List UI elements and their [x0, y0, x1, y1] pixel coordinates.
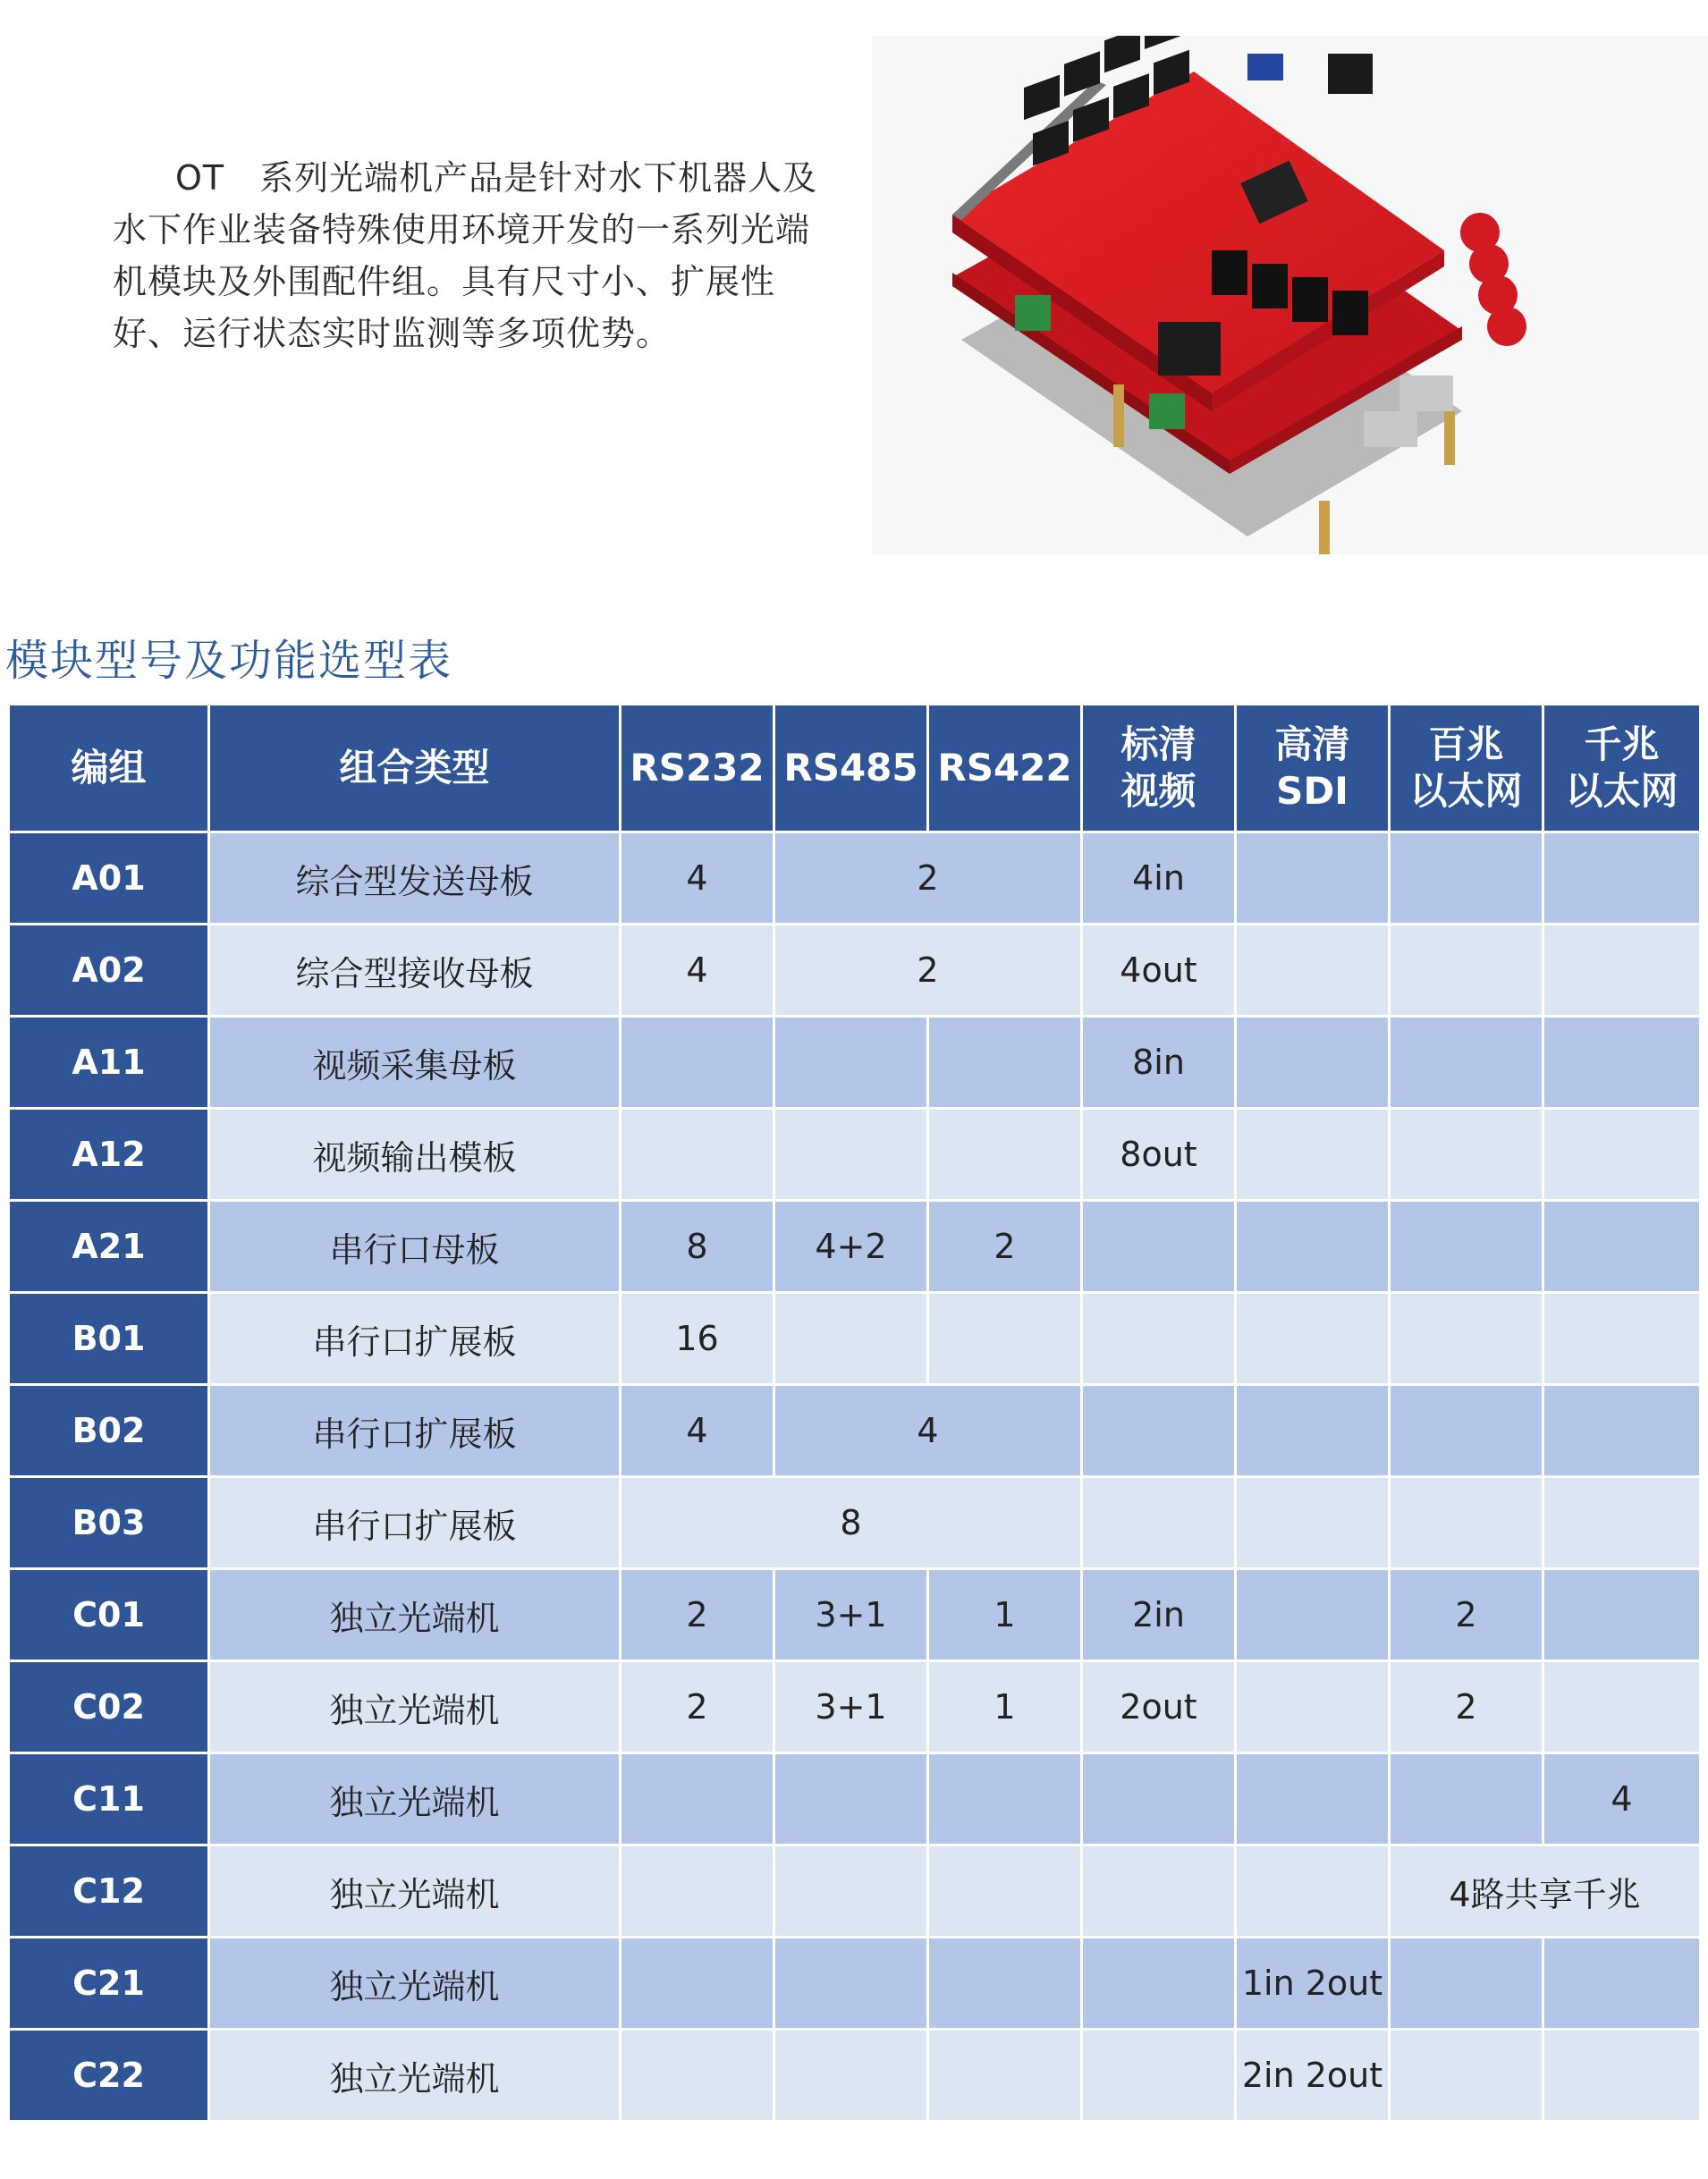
table-row: [9, 832, 1701, 925]
cell-rs232: 4: [621, 1385, 774, 1477]
cell-eth100: 2: [1390, 1569, 1543, 1661]
row-type: 视频输出模板: [209, 1109, 621, 1201]
row-type: 独立光端机: [209, 1753, 621, 1845]
cell-eth1000: 4: [1543, 1753, 1701, 1845]
cell-rs232: 2: [621, 1569, 774, 1661]
cell-eth100: [1390, 1753, 1543, 1845]
cell-eth100: [1390, 1477, 1543, 1569]
cell-rs422: 2: [928, 1201, 1082, 1293]
cell-rs422: [928, 1109, 1082, 1201]
row-code: A02: [9, 925, 209, 1017]
row-code: C22: [9, 2030, 209, 2122]
cell-rs485: [774, 1845, 928, 1938]
section-title: 模块型号及功能选型表: [5, 636, 453, 686]
cell-rs485: 3+1: [774, 1661, 928, 1753]
cell-rs485: [774, 1293, 928, 1385]
cell-hd-sdi: [1236, 925, 1390, 1017]
table-row: [9, 1201, 1701, 1293]
cell-eth1000: [1543, 1201, 1701, 1293]
cell-rs232: 4: [621, 925, 774, 1017]
cell-hd-sdi: [1236, 832, 1390, 925]
cell-sd-video: [1082, 1293, 1236, 1385]
cell-eth1000: [1543, 1293, 1701, 1385]
cell-eth100: [1390, 1385, 1543, 1477]
table-row: [9, 1938, 1701, 2030]
cell-eth100: [1390, 1017, 1543, 1109]
cell-rs485: [774, 1109, 928, 1201]
cell-hd-sdi: [1236, 1109, 1390, 1201]
table-row: [9, 1477, 1701, 1569]
cell-rs485: [774, 2030, 928, 2122]
cell-sd-video: 8in: [1082, 1017, 1236, 1109]
row-type: 独立光端机: [209, 2030, 621, 2122]
table-row: [9, 1845, 1701, 1938]
cell-rs422: [928, 1293, 1082, 1385]
cell-rs422: [928, 1938, 1082, 2030]
cell-eth100: [1390, 832, 1543, 925]
table-row: [9, 2030, 1701, 2122]
cell-rs485: 4+2: [774, 1201, 928, 1293]
cell-sd-video: [1082, 1938, 1236, 2030]
cell-hd-sdi: [1236, 1477, 1390, 1569]
cell-sd-video: [1082, 1477, 1236, 1569]
row-type: 独立光端机: [209, 1845, 621, 1938]
cell-eth1000: [1543, 1385, 1701, 1477]
cell-eth1000: [1543, 1477, 1701, 1569]
table-row: [9, 1661, 1701, 1753]
cell-rs232: 8: [621, 1201, 774, 1293]
row-code: B03: [9, 1477, 209, 1569]
row-type: 独立光端机: [209, 1569, 621, 1661]
cell-hd-sdi: [1236, 1385, 1390, 1477]
cell-eth100: [1390, 1293, 1543, 1385]
cell-rs232: [621, 1938, 774, 2030]
table-row: [9, 1753, 1701, 1845]
row-code: A21: [9, 1201, 209, 1293]
cell-rs422: 1: [928, 1661, 1082, 1753]
cell-sd-video: [1082, 1201, 1236, 1293]
row-type: 独立光端机: [209, 1661, 621, 1753]
table-row: [9, 1293, 1701, 1385]
circuit-board-photo: [872, 36, 1708, 554]
row-code: C21: [9, 1938, 209, 2030]
cell-sd-video: [1082, 2030, 1236, 2122]
cell-hd-sdi: [1236, 1569, 1390, 1661]
cell-eth1000: [1543, 1109, 1701, 1201]
cell-rs422: [928, 1753, 1082, 1845]
cell-eth100: [1390, 1938, 1543, 2030]
cell-rs232: [621, 1109, 774, 1201]
header-hd-sdi: 高清 SDI: [1236, 705, 1390, 832]
cell-rs485-rs422: 2: [774, 832, 1082, 925]
cell-eth1000: [1543, 1017, 1701, 1109]
cell-hd-sdi: 1in 2out: [1236, 1938, 1390, 2030]
row-code: A11: [9, 1017, 209, 1109]
cell-rs232: 2: [621, 1661, 774, 1753]
cell-sd-video: [1082, 1753, 1236, 1845]
cell-rs422: [928, 1845, 1082, 1938]
cell-hd-sdi: [1236, 1017, 1390, 1109]
row-code: C01: [9, 1569, 209, 1661]
table-row: [9, 1109, 1701, 1201]
header-type: 组合类型: [209, 705, 621, 832]
cell-rs485: 3+1: [774, 1569, 928, 1661]
cell-eth100: [1390, 1201, 1543, 1293]
header-rs485: RS485: [774, 705, 928, 832]
header-rs422: RS422: [928, 705, 1082, 832]
cell-hd-sdi: [1236, 1753, 1390, 1845]
cell-hd-sdi: [1236, 1845, 1390, 1938]
cell-sd-video: 4out: [1082, 925, 1236, 1017]
cell-hd-sdi: 2in 2out: [1236, 2030, 1390, 2122]
cell-hd-sdi: [1236, 1661, 1390, 1753]
cell-rs232: [621, 1753, 774, 1845]
cell-rs485-rs422: 2: [774, 925, 1082, 1017]
cell-eth1000: [1543, 1938, 1701, 2030]
cell-eth100: 2: [1390, 1661, 1543, 1753]
cell-rs485: [774, 1753, 928, 1845]
table-row: [9, 1017, 1701, 1109]
row-code: B02: [9, 1385, 209, 1477]
cell-rs232: [621, 2030, 774, 2122]
table-row: [9, 1569, 1701, 1661]
row-type: 串行口扩展板: [209, 1477, 621, 1569]
header-rs232: RS232: [621, 705, 774, 832]
intro-paragraph: OT 系列光端机产品是针对水下机器人及水下作业装备特殊使用环境开发的一系列光端机模块及外围配件组。具有尺寸小、扩展性好、运行状态实时监测等多项优势。: [113, 158, 818, 353]
cell-rs422: [928, 2030, 1082, 2122]
cell-eth100: [1390, 2030, 1543, 2122]
cell-rs232: 16: [621, 1293, 774, 1385]
cell-rs485: [774, 1938, 928, 2030]
cell-rs422: [928, 1017, 1082, 1109]
cell-sd-video: 4in: [1082, 832, 1236, 925]
row-type: 综合型接收母板: [209, 925, 621, 1017]
cell-sd-video: 8out: [1082, 1109, 1236, 1201]
cell-eth1000: [1543, 925, 1701, 1017]
cell-rs232: [621, 1017, 774, 1109]
cell-serial-all: 8: [621, 1477, 1082, 1569]
cell-rs485-rs422: 4: [774, 1385, 1082, 1477]
cell-sd-video: [1082, 1385, 1236, 1477]
header-eth1000: 千兆 以太网: [1543, 705, 1701, 832]
row-code: C11: [9, 1753, 209, 1845]
header-eth100: 百兆 以太网: [1390, 705, 1543, 832]
cell-hd-sdi: [1236, 1293, 1390, 1385]
row-type: 独立光端机: [209, 1938, 621, 2030]
cell-eth1000: [1543, 832, 1701, 925]
table-header-row: [9, 705, 1701, 832]
module-selection-table: [7, 703, 1702, 2123]
table-row: [9, 925, 1701, 1017]
row-type: 综合型发送母板: [209, 832, 621, 925]
header-sd-video: 标清 视频: [1082, 705, 1236, 832]
row-code: A01: [9, 832, 209, 925]
cell-eth-shared: 4路共享千兆: [1390, 1845, 1701, 1938]
cell-eth1000: [1543, 2030, 1701, 2122]
row-type: 串行口扩展板: [209, 1293, 621, 1385]
cell-eth1000: [1543, 1661, 1701, 1753]
cell-sd-video: 2out: [1082, 1661, 1236, 1753]
row-type: 视频采集母板: [209, 1017, 621, 1109]
row-type: 串行口母板: [209, 1201, 621, 1293]
cell-sd-video: 2in: [1082, 1569, 1236, 1661]
cell-sd-video: [1082, 1845, 1236, 1938]
cell-rs422: 1: [928, 1569, 1082, 1661]
table-row: [9, 1385, 1701, 1477]
cell-rs232: 4: [621, 832, 774, 925]
cell-eth100: [1390, 1109, 1543, 1201]
cell-eth1000: [1543, 1569, 1701, 1661]
header-group: 编组: [9, 705, 209, 832]
row-code: C12: [9, 1845, 209, 1938]
cell-rs232: [621, 1845, 774, 1938]
row-code: C02: [9, 1661, 209, 1753]
cell-eth100: [1390, 925, 1543, 1017]
cell-rs485: [774, 1017, 928, 1109]
row-type: 串行口扩展板: [209, 1385, 621, 1477]
cell-hd-sdi: [1236, 1201, 1390, 1293]
row-code: B01: [9, 1293, 209, 1385]
row-code: A12: [9, 1109, 209, 1201]
